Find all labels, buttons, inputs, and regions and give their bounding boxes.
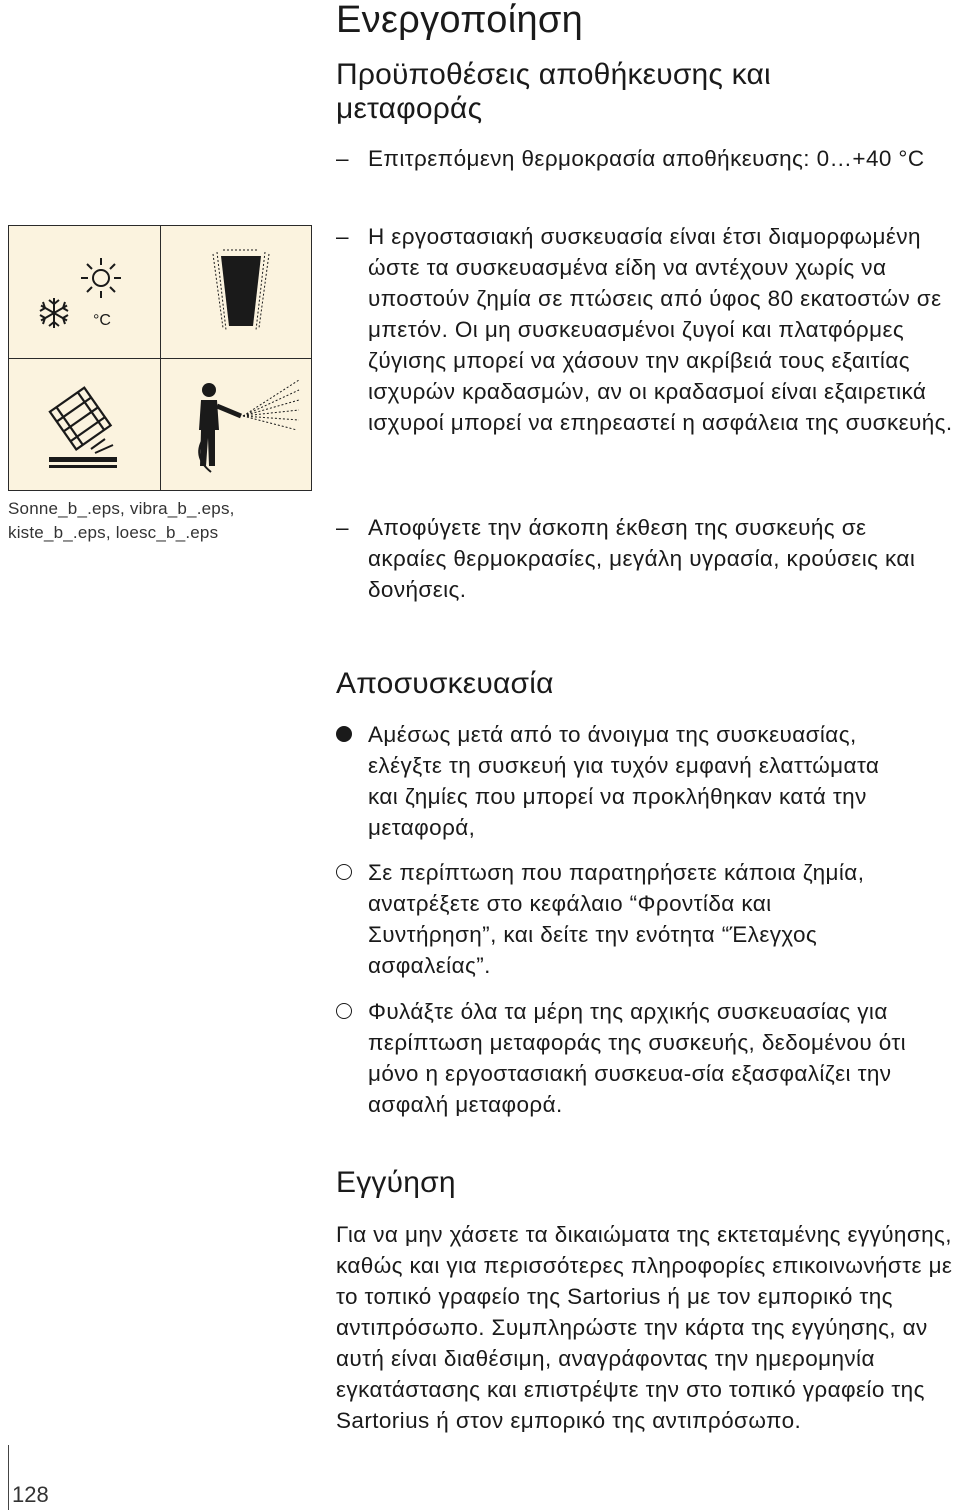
- unpacking-item-text: Φυλάξτε όλα τα μέρη της αρχικής συσκευασίας για περίπτωση μεταφοράς της συσκευής, δεδομένου ότι μόνο η εργοστασιακή συσκευα-σία εξασφαλίζει την ασφαλή μεταφορά.: [368, 999, 907, 1117]
- open-bullet-icon: [336, 864, 352, 880]
- figure-caption: [8, 497, 235, 545]
- sun-icon: [79, 256, 123, 300]
- storage-item-avoid: [336, 512, 951, 605]
- hose-cleaning-icon: [181, 376, 303, 476]
- temperature-unit-label: °C: [93, 312, 111, 329]
- unpacking-item-damage: [336, 857, 951, 981]
- page-title: Ενεργοποίηση: [336, 0, 584, 41]
- dash-marker: –: [336, 224, 349, 249]
- storage-item-text: Αποφύγετε την άσκοπη έκθεση της συσκευής σε ακραίες θερμοκρασίες, μεγάλη υγρασία, κρούσεις και δονήσεις.: [368, 515, 916, 602]
- figure-caption-line: kiste_b_.eps, loesc_b_.eps: [8, 523, 219, 542]
- warranty-heading: Εγγύηση: [336, 1166, 456, 1199]
- page-number: 128: [12, 1482, 49, 1507]
- unpacking-item-text: Αμέσως μετά από το άνοιγμα της συσκευασίας, ελέγξτε τη συσκευή για τυχόν εμφανή ελαττώματα και ζημίες που μπορεί να προκλήθηκαν κατά την μεταφορά,: [368, 722, 880, 840]
- storage-item-temperature: [336, 143, 951, 174]
- unpacking-heading: Αποσυσκευασία: [336, 667, 554, 700]
- storage-item-packaging: [336, 221, 951, 438]
- storage-heading: Προϋποθέσεις αποθήκευσης και μεταφοράς: [336, 58, 771, 125]
- unpacking-item-text: Σε περίπτωση που παρατηρήσετε κάποια ζημία, ανατρέξετε στο κεφάλαιο “Φροντίδα και Συντήρηση”, και δείτε την ενότητα “Έλεγχος ασφαλείας”.: [368, 860, 865, 978]
- falling-crate-icon: [39, 381, 125, 471]
- vibration-icon: [209, 246, 273, 336]
- unpacking-item-keep: [336, 996, 951, 1120]
- dash-marker: –: [336, 146, 349, 171]
- figure-divider: [9, 358, 311, 359]
- snowflake-icon: [37, 296, 71, 330]
- page-number-rule: [8, 1445, 9, 1510]
- filled-bullet-icon: [336, 726, 352, 742]
- warranty-text: Για να μην χάσετε τα δικαιώματα της εκτεταμένης εγγύησης, καθώς και για περισσότερες πληροφορίες επικοινωνήστε με το τοπικό γραφείο της Sartorius ή με τον εμπορικό της αντιπρόσωπο. Συμπληρώστε την κάρτα της εγγύησης, αν αυτή είναι διαθέσιμη, αναγράφοντας την ημερομηνία εγκατάστασης και επιστρέψτε την στο τοπικό γραφείο της Sartorius ή στον εμπορικό της αντιπρόσωπο.: [336, 1222, 953, 1433]
- storage-item-text: Επιτρεπόμενη θερμοκρασία αποθήκευσης: 0…+40 °C: [368, 146, 925, 171]
- open-bullet-icon: [336, 1003, 352, 1019]
- storage-item-text: Η εργοστασιακή συσκευασία είναι έτσι διαμορφωμένη ώστε τα συσκευασμένα είδη να αντέχουν χωρίς να υποστούν ζημία σε πτώσεις από ύφος 80 εκατοστών σε μπετόν. Οι μη συσκευασμένοι ζυγοί και πλατφόρμες ζύγισης μπορεί να χάσουν την ακρίβειά τους εξαιτίας ισχυρών κραδασμών, αν οι κραδασμοί είναι εξαιρετικά ισχυροί μπορεί να επηρεαστεί η ασφάλεια της συσκευής.: [368, 224, 953, 435]
- unpacking-item-inspect: [336, 719, 951, 843]
- storage-conditions-figure: [8, 225, 312, 491]
- figure-caption-line: Sonne_b_.eps, vibra_b_.eps,: [8, 499, 235, 518]
- dash-marker: –: [336, 515, 349, 540]
